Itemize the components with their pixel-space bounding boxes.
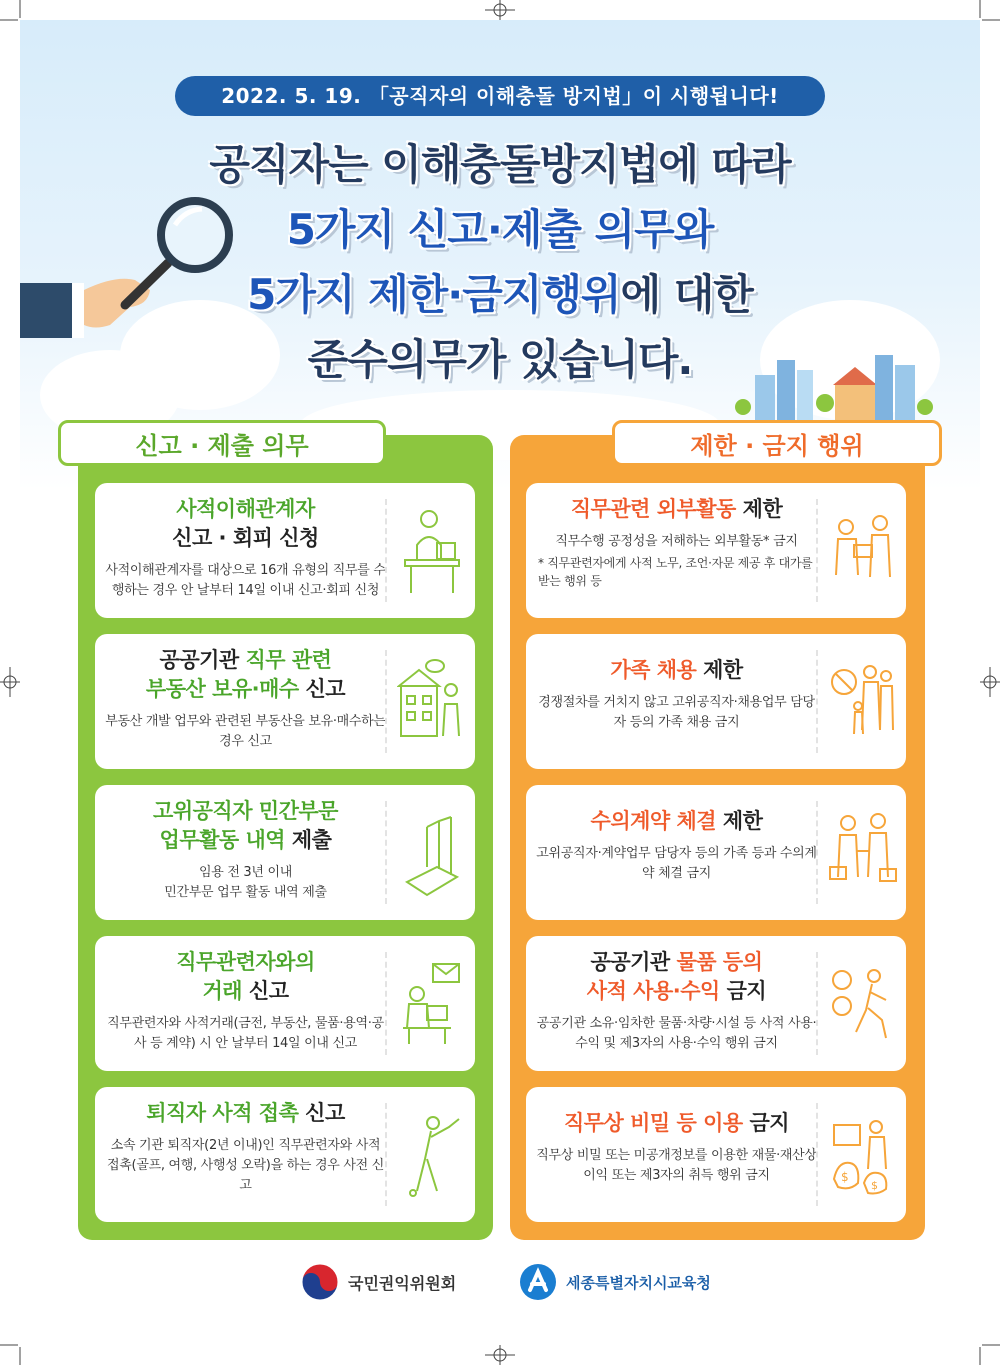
card-description: 공공기관 소유·임차한 물품·차량·시설 등 사적 사용·수익 및 제3자의 사용·수익 행위 금지 xyxy=(536,1016,817,1051)
svg-text:$: $ xyxy=(841,1170,849,1184)
taegeuk-logo-icon xyxy=(300,1262,340,1302)
building-person-icon xyxy=(397,656,467,746)
restriction-card-1: 직무관련 외부활동 제한 직무수행 공정성을 저해하는 외부활동* 금지 * 직무관련자에게 사적 노무, 조언·자문 제공 후 대가를 받는 행위 등 xyxy=(526,483,906,618)
family-prohibited-icon xyxy=(828,656,898,746)
person-at-desk-icon xyxy=(397,505,467,595)
card-description: 소속 기관 퇴직자(2년 이내)인 직무관련자와 사적 접촉(골프, 여행, 사행성 오락)을 하는 경우 사전 신고 xyxy=(107,1138,384,1193)
sejong-education-logo xyxy=(518,1262,711,1302)
card-description: 경쟁절차를 거치지 않고 고위공직자·채용업무 담당자 등의 가족 채용 금지 xyxy=(538,695,815,730)
card-description: 직무수행 공정성을 저해하는 외부활동* 금지 xyxy=(555,534,798,549)
duty-card-5: 퇴직자 사적 접촉 신고 소속 기관 퇴직자(2년 이내)인 직무관련자와 사적 접촉(골프, 여행, 사행성 오락)을 하는 경우 사전 신고 xyxy=(95,1087,475,1222)
report-duties-tab: 신고 · 제출 의무 xyxy=(58,420,386,466)
duty-card-4: 직무관련자와의 거래 신고 직무관련자와 사적거래(금전, 부동산, 물품·용역·공사 등 계약) 시 안 날부터 14일 이내 신고 xyxy=(95,936,475,1071)
duty-card-3: 고위공직자 민간부문 업무활동 내역 제출 임용 전 3년 이내 민간부문 업무 활동 내역 제출 xyxy=(95,785,475,920)
card-description: 직무관련자와 사적거래(금전, 부동산, 물품·용역·공사 등 계약) 시 안 날부터 14일 이내 신고 xyxy=(107,1016,384,1051)
duty-card-2: 공공기관 직무 관련 부동산 보유·매수 신고 부동산 개발 업무와 관련된 부동산을 보유·매수하는 경우 신고 xyxy=(95,634,475,769)
headline-line-1: 공직자는 이해충돌방지법에 따라 xyxy=(209,140,791,189)
svg-text:$: $ xyxy=(871,1179,878,1192)
restriction-card-5: 직무상 비밀 등 이용 금지 직무상 비밀 또는 미공개정보를 이용한 재물·재산상 이익 또는 제3자의 취득 행위 금지 $ $ xyxy=(526,1087,906,1222)
acrc-name: 국민권익위원회 xyxy=(348,1273,457,1293)
restriction-card-4: 공공기관 물품 등의 사적 사용·수익 금지 공공기관 소유·임차한 물품·차량·시설 등 사적 사용·수익 및 제3자의 사용·수익 행위 금지 xyxy=(526,936,906,1071)
restriction-card-3: 수의계약 체결 제한 고위공직자·계약업무 담당자 등의 가족 등과 수의계약 체결 금지 xyxy=(526,785,906,920)
headline-line-2 xyxy=(150,197,850,257)
restriction-card-2: 가족 채용 제한 경쟁절차를 거치지 않고 고위공직자·채용업무 담당자 등의 가족 채용 금지 xyxy=(526,634,906,769)
running-person-icon xyxy=(828,958,898,1048)
sejong-logo-icon xyxy=(518,1262,558,1302)
card-description: 부동산 개발 업무와 관련된 부동산을 보유·매수하는 경우 신고 xyxy=(105,714,386,749)
handshake-icon xyxy=(828,807,898,897)
headline-line-3: 5가지 제한·금지행위에 대한 xyxy=(247,270,753,319)
duty-card-1: 사적이해관계자 신고 · 회피 신청 사적이해관계자를 대상으로 16개 유형의 직무를 수행하는 경우 안 날부터 14일 이내 신고·회피 신청 xyxy=(95,483,475,618)
people-meeting-icon xyxy=(828,505,898,595)
card-description: 고위공직자·계약업무 담당자 등의 가족 등과 수의계약 체결 금지 xyxy=(536,846,817,881)
acrc-logo xyxy=(300,1262,456,1302)
headline-line-4: 준수의무가 있습니다. xyxy=(307,335,693,384)
golfer-icon xyxy=(397,1109,467,1199)
notice-banner: 2022. 5. 19. 「공직자의 이해충돌 방지법」이 시행됩니다! xyxy=(175,76,825,116)
document-stack-icon xyxy=(397,807,467,897)
restrictions-tab: 제한 · 금지 행위 xyxy=(612,420,942,466)
sejong-name: 세종특별자치시교육청 xyxy=(566,1273,711,1292)
card-description: 사적이해관계자를 대상으로 16개 유형의 직무를 수행하는 경우 안 날부터 14일 이내 신고·회피 신청 xyxy=(105,563,386,598)
card-footnote: * 직무관련자에게 사적 노무, 조언·자문 제공 후 대가를 받는 행위 등 xyxy=(538,556,813,588)
card-description: 직무상 비밀 또는 미공개정보를 이용한 재물·재산상 이익 또는 제3자의 취득 행위 금지 xyxy=(536,1148,817,1183)
headline-highlight: 5가지 신고·제출 의무와 xyxy=(286,205,714,254)
person-envelope-icon xyxy=(397,958,467,1048)
headline-highlight: 5가지 제한·금지행위 xyxy=(247,270,621,319)
money-bag-icon xyxy=(828,1109,898,1199)
